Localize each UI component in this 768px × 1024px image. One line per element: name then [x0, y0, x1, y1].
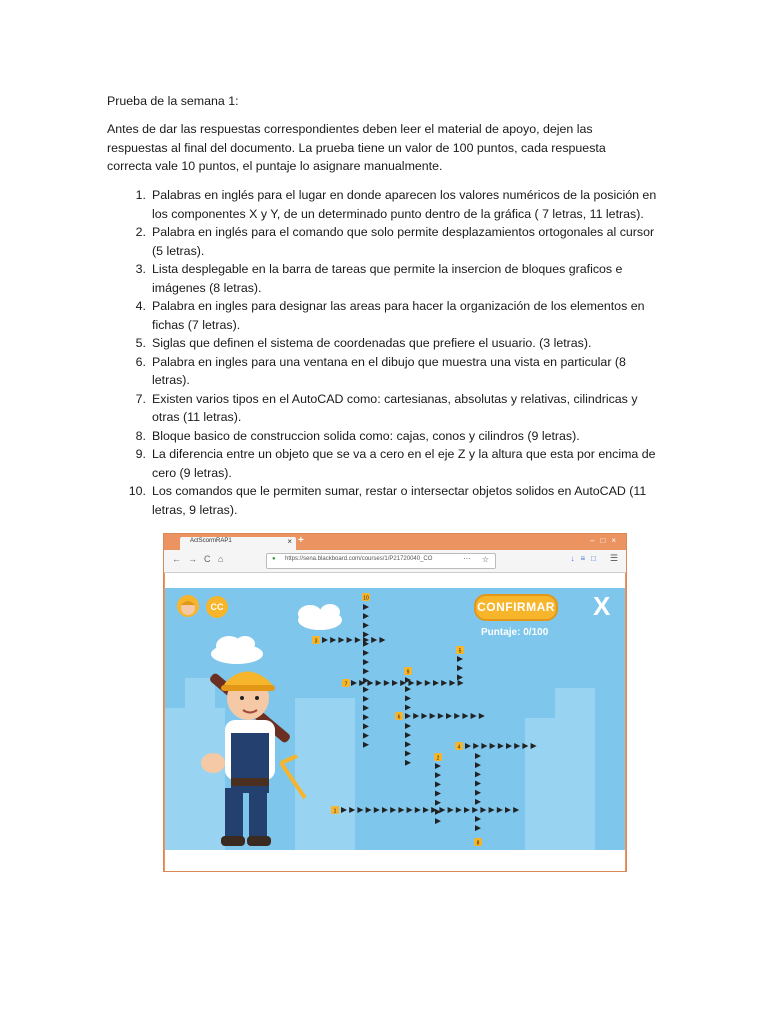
question-text: Existen varios tipos en el AutoCAD como: cartesianas, absolutas y relativas, cilindricas y otras (11 letras). [152, 391, 638, 424]
closed-captions-button[interactable]: CC [206, 596, 228, 618]
question-number: 1. [135, 188, 146, 202]
crossword-cell[interactable] [514, 743, 520, 749]
question-number: 8. [135, 428, 146, 443]
menu-icon[interactable]: ☰ [609, 553, 618, 563]
crossword-cell[interactable] [430, 713, 436, 719]
crossword-cell[interactable] [435, 772, 441, 778]
browser-nav-bar [164, 550, 626, 573]
crossword-cell[interactable] [464, 807, 470, 813]
crossword-cell[interactable] [475, 790, 481, 796]
crossword-cell[interactable] [405, 732, 411, 738]
question-text: Siglas que definen el sistema de coordenadas que prefiere el usuario. (3 letras). [152, 336, 592, 350]
clue-number: 4 [457, 744, 461, 751]
crossword-cell[interactable] [405, 741, 411, 747]
question-item [126, 427, 666, 446]
forward-arrow-icon[interactable]: → [188, 554, 197, 564]
crossword-cell[interactable] [363, 622, 369, 628]
crossword-cell[interactable] [417, 680, 423, 686]
crossword-cell[interactable] [475, 762, 481, 768]
crossword-cell[interactable] [446, 713, 452, 719]
crossword-cell[interactable] [435, 800, 441, 806]
crossword-cell[interactable] [363, 742, 369, 748]
question-number: 5. [135, 336, 146, 350]
home-icon[interactable]: ⌂ [218, 554, 224, 564]
crossword-cell[interactable] [363, 650, 369, 656]
crossword-cell[interactable] [479, 713, 485, 719]
question-number: 10. [128, 484, 146, 498]
question-item [126, 445, 666, 482]
crossword-cell[interactable] [435, 818, 441, 824]
crossword-cell[interactable] [390, 807, 396, 813]
crossword-cell[interactable] [489, 807, 495, 813]
crossword-cell[interactable] [497, 807, 503, 813]
tab-close-icon[interactable]: × [287, 537, 292, 546]
crossword-game [165, 588, 625, 850]
clue-number: 6 [397, 714, 401, 721]
crossword-cell[interactable] [435, 791, 441, 797]
crossword-cell[interactable] [379, 637, 385, 643]
question-item [126, 186, 666, 223]
question-text: Palabra en inglés para el comando que solo permite desplazamientos ortogonales al cursor (5 letras). [152, 225, 655, 258]
crossword-cell[interactable] [322, 637, 328, 643]
toolbar-icons[interactable]: ↓≡□ [570, 554, 602, 563]
question-item [126, 260, 666, 297]
question-text: Bloque basico de construccion solida como: cajas, conos y cilindros (9 letras). [152, 428, 580, 443]
crossword-cell[interactable] [355, 637, 361, 643]
question-item [126, 353, 666, 390]
game-scene [165, 588, 625, 850]
crossword-cell[interactable] [330, 637, 336, 643]
clue-number: 7 [344, 681, 348, 688]
lock-icon: ● [272, 556, 276, 562]
url-bar[interactable] [266, 553, 496, 569]
clue-number: 1 [333, 808, 337, 815]
crossword-cell[interactable] [363, 705, 369, 711]
crossword-cell[interactable] [505, 807, 511, 813]
clue-number: 2 [436, 755, 440, 762]
crossword-cell[interactable] [382, 807, 388, 813]
confirm-button[interactable]: CONFIRMAR [474, 594, 558, 621]
crossword-cell[interactable] [435, 763, 441, 769]
crossword-cell[interactable] [457, 674, 463, 680]
question-item [126, 390, 666, 427]
crossword-cell[interactable] [475, 799, 481, 805]
question-text: Palabras en inglés para el lugar en donde aparecen los valores numéricos de la posición en los componentes X y Y, de un determinado punto dentro de la gráfica ( 7 letras, 11 letras). [152, 188, 657, 221]
crossword-cell[interactable] [351, 680, 357, 686]
question-number: 9. [135, 447, 146, 461]
crossword-cell[interactable] [413, 713, 419, 719]
crossword-cell[interactable] [456, 807, 462, 813]
question-text: Palabra en ingles para designar las areas para hacer la organización de los elementos en fichas (7 letras). [152, 299, 645, 332]
question-item [126, 223, 666, 260]
question-text: Los comandos que le permiten sumar, restar o intersectar objetos solidos en AutoCAD (11 letras, 9 letras). [152, 484, 647, 517]
crossword-cell[interactable] [371, 637, 377, 643]
score-label: Puntaje: 0/100 [481, 627, 549, 638]
crossword-cell[interactable] [475, 753, 481, 759]
bookmark-star-icon[interactable]: ☆ [481, 555, 489, 564]
crossword-cell[interactable] [415, 807, 421, 813]
crossword-cell[interactable] [441, 680, 447, 686]
crossword-cell[interactable] [405, 695, 411, 701]
question-list [126, 186, 666, 519]
crossword-cell[interactable] [398, 807, 404, 813]
crossword-cell[interactable] [513, 807, 519, 813]
crossword-cell[interactable] [405, 705, 411, 711]
question-item [126, 297, 666, 334]
crossword-cell[interactable] [392, 680, 398, 686]
crossword-cell[interactable] [405, 751, 411, 757]
crossword-cell[interactable] [481, 743, 487, 749]
crossword-cell[interactable] [374, 807, 380, 813]
tab-title: ActScormRAP1 [190, 538, 232, 544]
question-item [126, 334, 666, 353]
clue-number: 8 [476, 840, 480, 847]
question-number: 4. [135, 299, 146, 313]
question-number: 3. [135, 262, 146, 276]
question-number: 7. [135, 391, 146, 406]
crossword-cell[interactable] [363, 668, 369, 674]
page-header-strip [165, 573, 625, 588]
crossword-cell[interactable] [498, 743, 504, 749]
crossword-cell[interactable] [405, 760, 411, 766]
crossword-cell[interactable] [363, 632, 369, 638]
browser-tab-bar [164, 534, 626, 550]
crossword-cell[interactable] [480, 807, 486, 813]
crossword-cell[interactable] [405, 713, 411, 719]
question-text: Palabra en ingles para una ventana en el dibujo que muestra una vista en particular (8 letras). [152, 354, 626, 387]
page-footer-strip [165, 850, 625, 871]
question-item [126, 482, 666, 519]
crossword-cell[interactable] [475, 816, 481, 822]
question-number: 2. [135, 225, 146, 239]
crossword-cell[interactable] [439, 807, 445, 813]
crossword-cell[interactable] [449, 680, 455, 686]
crossword-cell[interactable] [363, 733, 369, 739]
browser-screenshot [163, 533, 627, 872]
clue-number: 3 [314, 638, 318, 645]
clue-number: 9 [406, 669, 410, 676]
browser-tab[interactable] [180, 537, 296, 550]
clue-number: 10 [363, 595, 369, 602]
crossword-cell[interactable] [423, 807, 429, 813]
back-arrow-icon[interactable]: ← [172, 554, 181, 564]
crossword-cell[interactable] [338, 637, 344, 643]
crossword-cell[interactable] [421, 713, 427, 719]
crossword-cell[interactable] [475, 771, 481, 777]
page-title: Prueba de la semana 1: [107, 94, 239, 108]
crossword-cell[interactable] [475, 781, 481, 787]
crossword-cell[interactable] [363, 696, 369, 702]
window-controls[interactable]: –□× [590, 536, 622, 545]
crossword-cell[interactable] [408, 680, 414, 686]
crossword-cell[interactable] [407, 807, 413, 813]
crossword-cell[interactable] [475, 825, 481, 831]
crossword-cell[interactable] [363, 714, 369, 720]
question-number: 6. [135, 354, 146, 369]
crossword-cell[interactable] [363, 613, 369, 619]
crossword-cell[interactable] [435, 781, 441, 787]
crossword-cell[interactable] [473, 743, 479, 749]
question-text: La diferencia entre un objeto que se va a cero en el eje Z y la altura que esta por encima de cero (9 letras). [152, 447, 656, 480]
crossword-cell[interactable] [462, 713, 468, 719]
question-text: Lista desplegable en la barra de tareas que permite la insercion de bloques graficos e imágenes (8 letras). [152, 262, 623, 295]
clue-number: 5 [458, 648, 462, 655]
url-text: https://sena.blackboard.com/courses/1/P21720040_CO [285, 556, 433, 562]
crossword-cell[interactable] [454, 713, 460, 719]
page-actions-icon[interactable]: ··· [463, 554, 471, 563]
crossword-cell[interactable] [457, 665, 463, 671]
crossword-cell[interactable] [457, 656, 463, 662]
crossword-cell[interactable] [367, 680, 373, 686]
crossword-cell[interactable] [347, 637, 353, 643]
crossword-cell[interactable] [425, 680, 431, 686]
new-tab-icon[interactable]: + [298, 535, 304, 546]
intro-paragraph: Antes de dar las respuestas correspondientes deben leer el material de apoyo, dejen las respuestas al final del documento. La prueba tiene un valor de 100 puntos, cada respuesta correcta vale 10 puntos, el puntaje lo asignare manualmente. [107, 122, 606, 173]
crossword-cell[interactable] [376, 680, 382, 686]
crossword-cell[interactable] [433, 680, 439, 686]
crossword-cell[interactable] [472, 807, 478, 813]
crossword-cell[interactable] [363, 604, 369, 610]
crossword-cell[interactable] [363, 687, 369, 693]
crossword-cell[interactable] [357, 807, 363, 813]
crossword-cell[interactable] [405, 723, 411, 729]
crossword-cell[interactable] [363, 659, 369, 665]
crossword-cell[interactable] [448, 807, 454, 813]
crossword-cell[interactable] [458, 680, 464, 686]
crossword-cell[interactable] [438, 713, 444, 719]
crossword-cell[interactable] [405, 686, 411, 692]
reload-icon[interactable]: C [204, 554, 211, 564]
avatar-icon[interactable] [177, 595, 199, 617]
crossword-cell[interactable] [366, 807, 372, 813]
crossword-cell[interactable] [471, 713, 477, 719]
crossword-cell[interactable] [465, 743, 471, 749]
crossword-cell[interactable] [490, 743, 496, 749]
crossword-cell[interactable] [384, 680, 390, 686]
close-game-button[interactable]: X [593, 591, 611, 621]
crossword-cell[interactable] [506, 743, 512, 749]
crossword-cell[interactable] [363, 637, 369, 643]
crossword-cell[interactable] [363, 723, 369, 729]
